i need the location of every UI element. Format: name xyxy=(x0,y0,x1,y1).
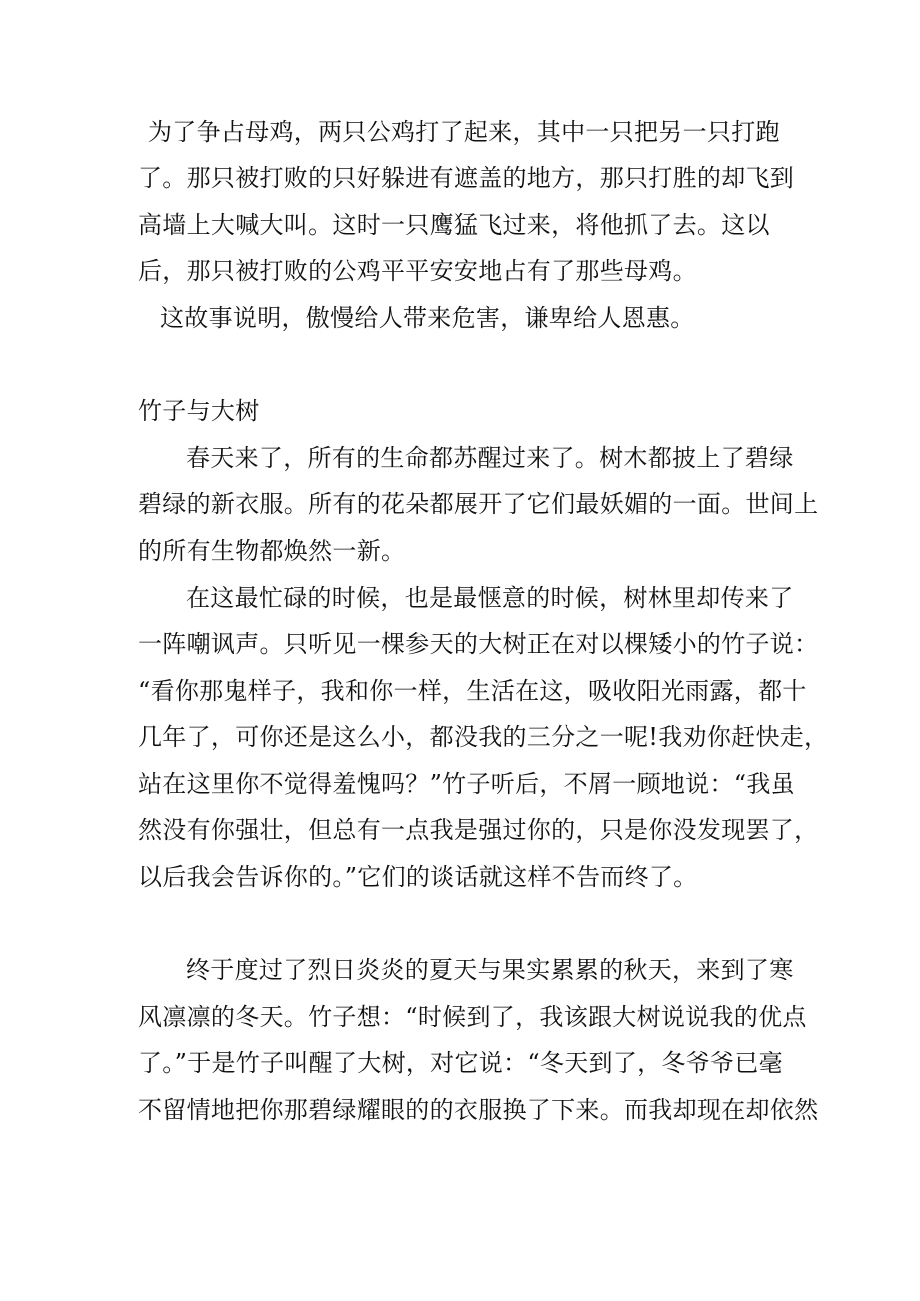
text-line: 以后我会告诉你的。”它们的谈话就这样不告而终了。 xyxy=(138,863,698,891)
text-line: 风凛凛的冬天。竹子想：“时候到了，我该跟大树说说我的优点 xyxy=(138,1003,807,1031)
text-line: “看你那鬼样子，我和你一样，生活在这，吸收阳光雨露，都十 xyxy=(138,677,807,705)
text-line: 终于度过了烈日炎炎的夏天与果实累累的秋天，来到了寒 xyxy=(186,956,794,984)
text-line: 几年了，可你还是这么小，都没我的三分之一呢!我劝你赶快走， xyxy=(138,723,829,751)
text-line: 后，那只被打败的公鸡平平安安地占有了那些母鸡。 xyxy=(138,257,697,285)
text-line: 一阵嘲讽声。只听见一棵参天的大树正在对以棵矮小的竹子说： xyxy=(138,630,819,658)
text-line: 了。那只被打败的只好躲进有遮盖的地方，那只打胜的却飞到 xyxy=(138,164,795,192)
text-line: 的所有生物都焕然一新。 xyxy=(138,537,406,565)
text-line: 然没有你强壮，但总有一点我是强过你的，只是你没发现罢了， xyxy=(138,816,819,844)
text-line: 为了争占母鸡，两只公鸡打了起来，其中一只把另一只打跑 xyxy=(148,118,780,146)
text-line: 了。”于是竹子叫醒了大树，对它说：“冬天到了，冬爷爷已毫 xyxy=(138,1049,783,1077)
text-line: 春天来了，所有的生命都苏醒过来了。树木都披上了碧绿 xyxy=(186,444,794,472)
text-line: 站在这里你不觉得羞愧吗？”竹子听后，不屑一顾地说：“我虽 xyxy=(138,770,795,798)
text-line: 碧绿的新衣服。所有的花朵都展开了它们最妖媚的一面。世间上 xyxy=(138,490,819,518)
text-line: 高墙上大喊大叫。这时一只鹰猛飞过来，将他抓了去。这以 xyxy=(138,211,770,239)
section-title: 竹子与大树 xyxy=(138,397,260,425)
text-line: 这故事说明，傲慢给人带来危害，谦卑给人恩惠。 xyxy=(160,304,695,332)
text-line: 不留情地把你那碧绿耀眼的的衣服换了下来。而我却现在却依然 xyxy=(138,1096,819,1124)
text-line: 在这最忙碌的时候，也是最惬意的时候，树林里却传来了 xyxy=(186,584,794,612)
